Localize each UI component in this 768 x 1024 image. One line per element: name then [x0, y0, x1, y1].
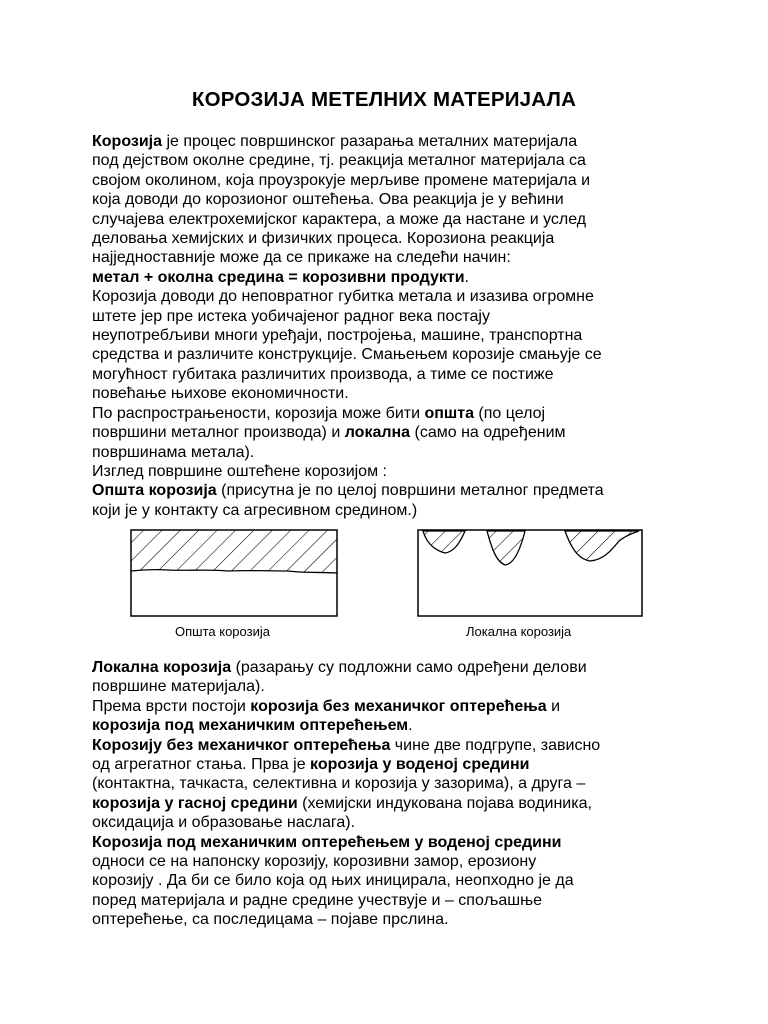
- term-without-load: корозија без механичког оптерећења: [250, 697, 547, 715]
- term-gas-corrosion: корозија у гасној средини: [92, 794, 298, 812]
- document-title: КОРОЗИЈА МЕТЕЛНИХ МАТЕРИЈАЛА: [191, 88, 577, 111]
- paragraph-line: случајева електрохемијског карактера, а може да настане и услед: [92, 210, 587, 228]
- paragraph-line: [92, 404, 692, 423]
- paragraph-line: површине материјала).: [92, 678, 265, 696]
- term-local: локална: [344, 424, 411, 442]
- paragraph-line: својом околином, која проузрокује мерљиве промене материјала и: [92, 171, 591, 189]
- formula-line: [92, 268, 692, 287]
- paragraph-line: најједноставније може да се прикаже на следећи начин:: [92, 249, 511, 267]
- corrosion-formula: метал + околна средина = корозивни продукти: [92, 268, 465, 286]
- text-span: Према врсти постоји: [92, 697, 251, 715]
- paragraph-line: [92, 716, 692, 735]
- paragraph-line: [92, 736, 692, 755]
- paragraph-line: [92, 833, 692, 852]
- paragraph-line: могућност губитака различитих производа, а тиме се постиже: [92, 365, 554, 383]
- paragraph-line: односи се на напонску корозију, корозивни замор, ерозиону: [92, 853, 537, 871]
- term-general-corrosion: Општа корозија: [92, 482, 217, 500]
- paragraph-line: која доводи до корозионог оштећења. Ова реакција је у већини: [92, 191, 564, 209]
- text-span: површини металног производа) и: [92, 424, 345, 442]
- paragraph-line: повећање њихове економичности.: [92, 385, 349, 403]
- paragraph-line: Корозија доводи до неповратног губитка метала и изазива огромне: [92, 288, 594, 306]
- paragraph-line: [92, 132, 692, 151]
- text-span: чине две подгрупе, зависно: [390, 736, 601, 754]
- body-text-lower: [92, 658, 692, 930]
- paragraph-line: оптерећење, са последицама – појаве прслина.: [92, 911, 449, 929]
- paragraph-line: који је у контакту са агресивном средином.): [92, 501, 418, 519]
- text-span: (по целој: [473, 404, 546, 422]
- paragraph-line: штете јер пре истека уобичајеног радног века постају: [92, 307, 490, 325]
- term-stress-corrosion: Корозија под механичким оптерећењем у воденој средини: [92, 833, 562, 851]
- text-span: и: [546, 697, 561, 715]
- text-span: По распрострањености, корозија може бити: [92, 404, 425, 422]
- term-general: општа: [424, 404, 474, 422]
- paragraph-line: Изглед површине оштећене корозијом :: [92, 462, 387, 480]
- paragraph-line: (контактна, тачкаста, селективна и корозија у зазорима), а друга –: [92, 775, 586, 793]
- paragraph-line: [92, 423, 692, 442]
- text-span: (присутна је по целој површини металног предмета: [216, 482, 604, 500]
- paragraph-line: [92, 481, 692, 500]
- paragraph-line: поред материјала и радне средине учествује и – спољашње: [92, 891, 542, 909]
- term-local-corrosion: Локална корозија: [92, 659, 232, 676]
- paragraph-line: површинама метала).: [92, 443, 255, 461]
- body-text-upper: [92, 132, 692, 520]
- paragraph-line: [92, 697, 692, 716]
- paragraph-line: под дејством околне средине, тј. реакција металног материјала са: [92, 152, 586, 170]
- paragraph-line: [92, 794, 692, 813]
- text-span: .: [464, 268, 469, 286]
- text-span: је процес површинског разарања металних материјала: [162, 133, 578, 150]
- text-span: од агрегатног стања. Прва је: [92, 756, 311, 774]
- general-corrosion-diagram: [128, 527, 340, 619]
- paragraph-line: деловања хемијских и физичких процеса. Корозиона реакција: [92, 230, 555, 248]
- term-with-load: корозија под механичким оптерећењем: [92, 717, 409, 735]
- local-corrosion-diagram: [415, 527, 645, 619]
- figure-caption-local: Локална корозија: [466, 624, 572, 639]
- paragraph-line: [92, 658, 692, 677]
- figure-caption-general: Општа корозија: [175, 624, 270, 639]
- text-span: (разарању су подложни само одређени делови: [231, 659, 587, 676]
- paragraph-line: неупотребљиви многи уређаји, постројења, машине, транспортна: [92, 327, 583, 345]
- text-span: (хемијски индукована појава водиника,: [297, 794, 592, 812]
- term-water-corrosion: корозија у воденој средини: [310, 756, 530, 774]
- text-span: .: [408, 717, 413, 735]
- paragraph-line: средства и различите конструкције. Смањењем корозије смањује се: [92, 346, 602, 364]
- paragraph-line: корозију . Да би се било која од њих иницирала, неопходно је да: [92, 872, 574, 890]
- term-corrosion: Корозија: [92, 133, 163, 150]
- text-span: (само на одређеним: [410, 424, 566, 442]
- paragraph-line: [92, 755, 692, 774]
- paragraph-line: оксидација и образовање наслага).: [92, 814, 356, 832]
- term-subgroup-heading: Корозију без механичког оптерећења: [92, 736, 391, 754]
